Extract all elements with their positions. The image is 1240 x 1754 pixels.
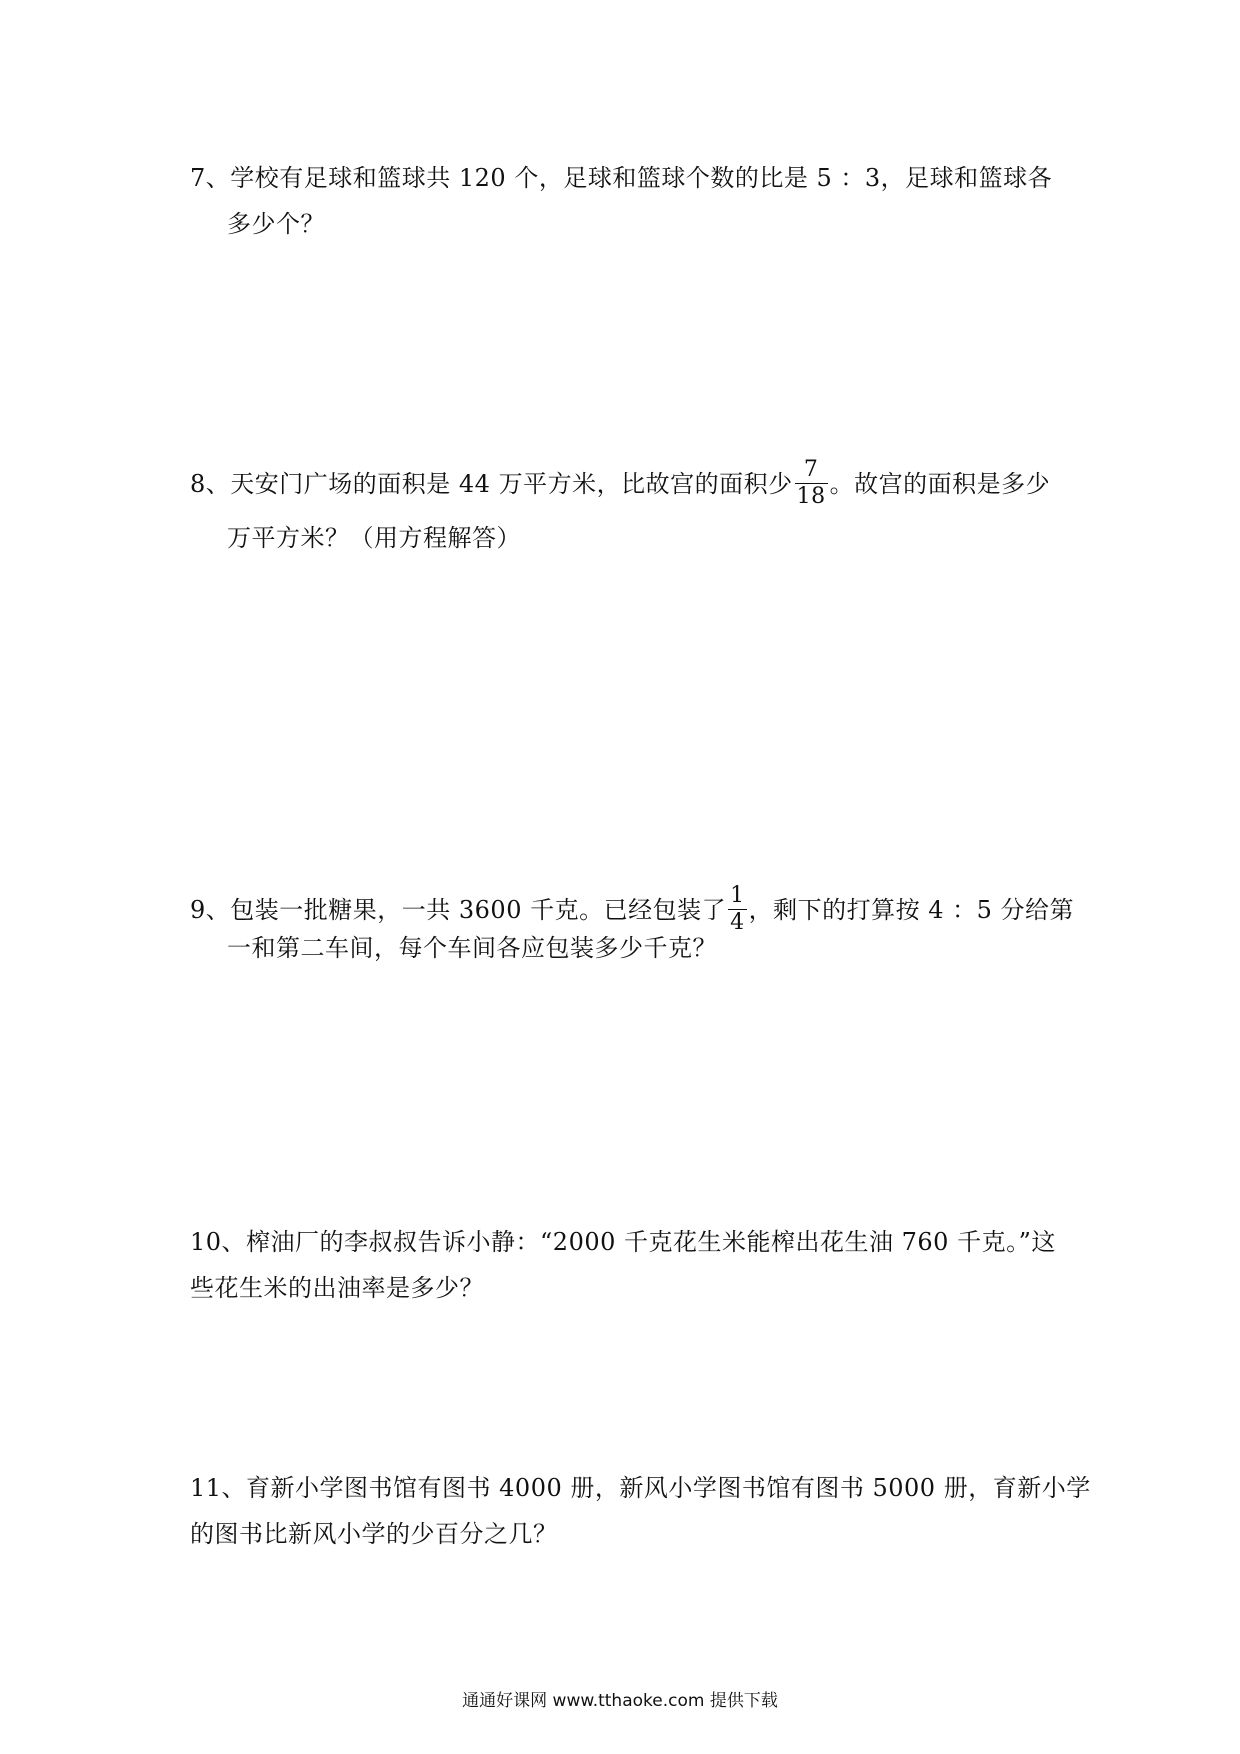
question-11-line-1: 11、育新小学图书馆有图书 4000 册，新风小学图书馆有图书 5000 册，育新小学 (190, 1474, 1091, 1502)
question-8-fraction-denominator: 18 (796, 484, 826, 509)
question-9-fraction-denominator: 4 (730, 910, 745, 935)
question-9-line-1 (190, 883, 1075, 937)
question-8-line-2: 万平方米？（用方程解答） (227, 524, 521, 552)
question-11-line-2: 的图书比新风小学的少百分之几？ (190, 1520, 558, 1548)
question-8-line-1 (190, 457, 1051, 511)
question-10-line-2: 些花生米的出油率是多少？ (190, 1274, 484, 1302)
page-footer: 通通好课网 www.tthaoke.com 提供下载 (462, 1691, 778, 1711)
question-8-text-after: 。故宫的面积是多少 (829, 470, 1051, 498)
question-7-line-2: 多少个？ (227, 210, 325, 238)
question-8-fraction-numerator: 7 (795, 458, 828, 484)
question-9-fraction (728, 884, 747, 935)
question-8-fraction (795, 458, 828, 509)
question-9-text-before: 9、包装一批糖果，一共 3600 千克。已经包装了 (190, 896, 727, 924)
question-8-text-before: 8、天安门广场的面积是 44 万平方米，比故宫的面积少 (190, 470, 793, 498)
question-9-line-2: 一和第二车间，每个车间各应包装多少千克？ (227, 934, 717, 962)
question-9-text-after: ，剩下的打算按 4 ：5 分给第 (748, 896, 1075, 924)
question-10-line-1: 10、榨油厂的李叔叔告诉小静：“2000 千克花生米能榨出花生油 760 千克。”这 (190, 1228, 1056, 1256)
question-7-line-1: 7、学校有足球和篮球共 120 个，足球和篮球个数的比是 5 ：3，足球和篮球各 (190, 164, 1053, 192)
question-9-fraction-numerator: 1 (730, 883, 745, 908)
